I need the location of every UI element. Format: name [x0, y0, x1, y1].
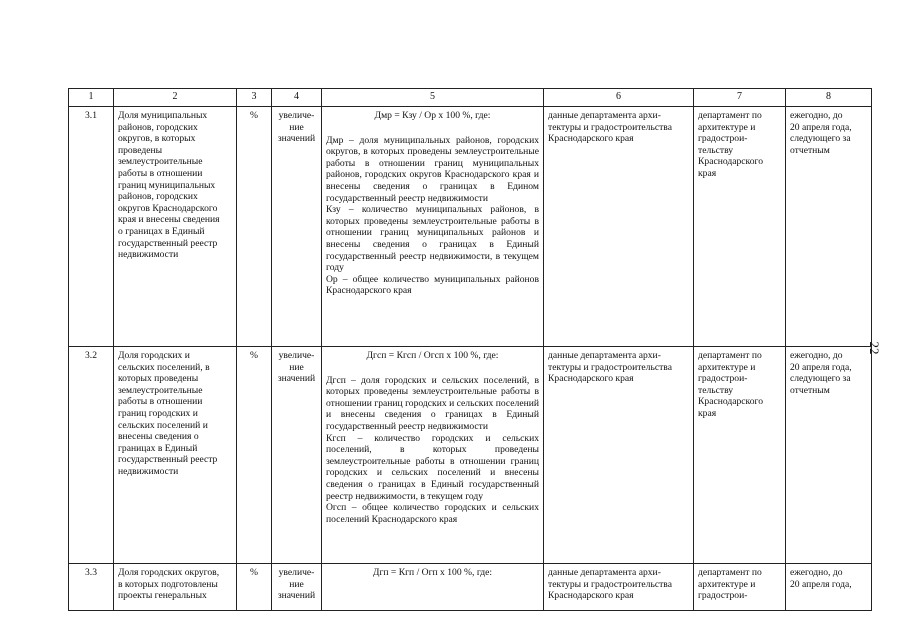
trend-text: увеличе- ние значений [277, 567, 316, 602]
indicator-name: Доля городских и сельских поселений, в которых проведены землеустроительные работы в отношении границ городских и сельских поселений и внесены сведения о границах в Единый государственный реестр недвижимости [114, 347, 237, 564]
formula-cell [322, 107, 544, 347]
formula-definitions: Дмр – доля муниципальных районов, городских округов, в которых проведены землеустроительные работы в отношении границ муниципальных районов, городских округов Краснодарского края и внесены сведения о границах в Едином государственный реестр недвижимости Кзу – количество муниципальных районов, в которых проведены землеустроительные работы в отношении границ муниципальных районов и внесены сведения о границах в Единый государственный реестр недвижимости, в текущем году Ор – общее количество муниципальных районов Краснодарского края [326, 134, 539, 297]
indicators-table [68, 88, 872, 611]
formula-text: Дгп = Кгп / Огп х 100 %, где: [372, 567, 493, 578]
formula-cell [322, 564, 544, 611]
table-row [69, 107, 872, 347]
column-header: 5 [322, 89, 544, 107]
formula-text: Дгсп = Кгсп / Огсп х 100 %, где: [366, 350, 499, 361]
responsible-cell [694, 564, 786, 611]
column-header: 4 [272, 89, 322, 107]
column-header: 8 [786, 89, 872, 107]
row-number: 3.2 [69, 347, 114, 564]
deadline-text: ежегодно, до 20 апреля года, [790, 567, 852, 590]
table-row [69, 347, 872, 564]
data-source-cell: данные департамента архи- тектуры и градостроительства Краснодарского края [544, 347, 694, 564]
unit-cell: % [237, 107, 272, 347]
indicator-name [114, 564, 237, 611]
trend-cell: увеличе- ние значений [272, 107, 322, 347]
deadline-cell: ежегодно, до 20 апреля года, следующего за отчетным [786, 107, 872, 347]
column-header: 7 [694, 89, 786, 107]
responsible-cell: департамент по архитектуре и градострои- тельству Краснодарского края [694, 347, 786, 564]
column-header: 3 [237, 89, 272, 107]
responsible-text: департамент по архитектуре и градострои- [698, 567, 762, 602]
trend-cell [272, 564, 322, 611]
unit-cell: % [237, 347, 272, 564]
page-number: 22 [867, 341, 882, 355]
column-header: 6 [544, 89, 694, 107]
column-header: 1 [69, 89, 114, 107]
row-number [69, 564, 114, 611]
data-source-cell: данные департамента архи- тектуры и градостроительства Краснодарского края [544, 107, 694, 347]
unit-cell [237, 564, 272, 611]
indicator-name-text: Доля городских округов, в которых подготовлены проекты генеральных [118, 567, 220, 602]
header-row [69, 89, 872, 107]
data-source-text: данные департамента архи- тектуры и градостроительства Краснодарского края [548, 567, 672, 602]
indicator-name: Доля муниципальных районов, городских округов, в которых проведены землеустроительные работы в отношении границ муниципальных районов, городских округов Краснодарского края и внесены сведения о границах в Единый государственный реестр недвижимости [114, 107, 237, 347]
trend-cell: увеличе- ние значений [272, 347, 322, 564]
row-number: 3.1 [69, 107, 114, 347]
unit-text: % [250, 567, 258, 578]
formula-text: Дмр = Кзу / Ор х 100 %, где: [374, 110, 491, 121]
deadline-cell: ежегодно, до 20 апреля года, следующего за отчетным [786, 347, 872, 564]
formula-definitions: Дгсп – доля городских и сельских поселений, в которых проведены землеустроительные работы в отношении границ городских и сельских поселений и внесены сведения о границах в Единый государственный реестр недвижимости Кгсп – количество городских и сельских поселений, в которых проведены землеустроительные работы в отношении границ городских и сельских поселений и внесены сведения о границах в Единый государственный реестр недвижимости, в текущем году Огсп – общее количество городских и сельских поселений Краснодарского края [326, 374, 539, 525]
formula-cell [322, 347, 544, 564]
data-source-cell [544, 564, 694, 611]
column-header: 2 [114, 89, 237, 107]
table-row [69, 564, 872, 611]
row-number-text: 3.3 [85, 567, 97, 578]
responsible-cell: департамент по архитектуре и градострои- тельству Краснодарского края [694, 107, 786, 347]
deadline-cell [786, 564, 872, 611]
